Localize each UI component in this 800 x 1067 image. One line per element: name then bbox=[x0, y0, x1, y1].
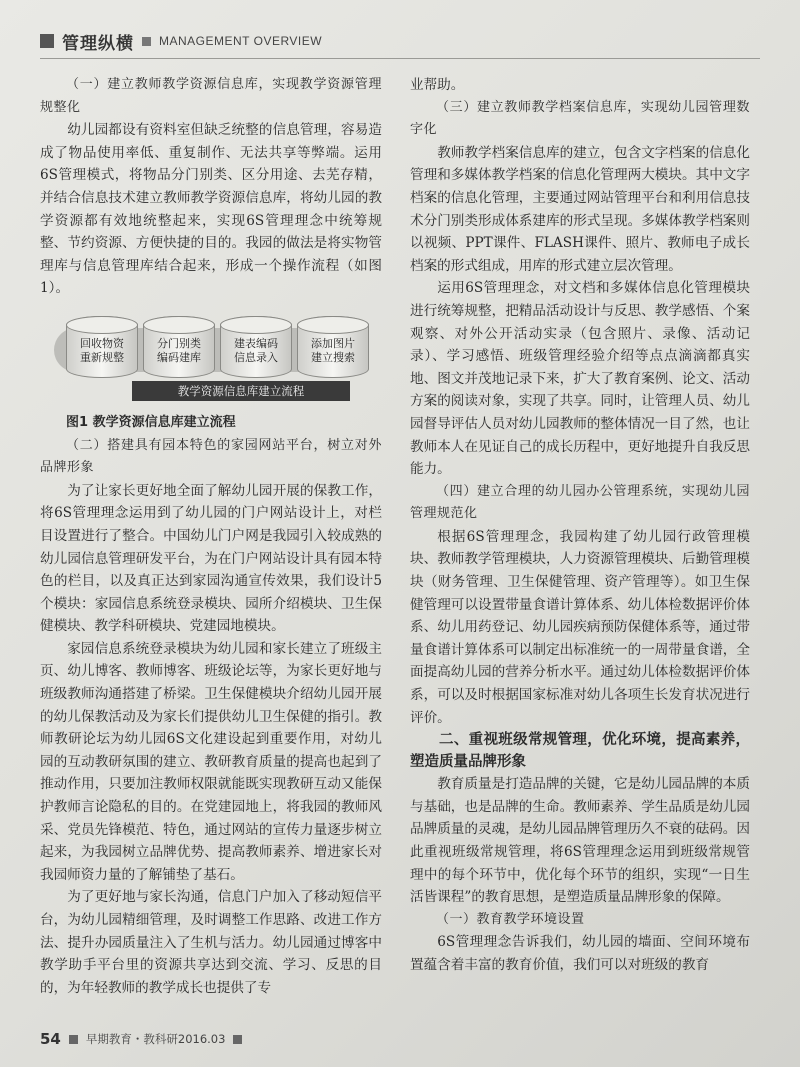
flow-step-cylinder bbox=[220, 316, 292, 378]
section-subtitle: MANAGEMENT OVERVIEW bbox=[159, 34, 323, 48]
paragraph: 家园信息系统登录模块为幼儿园和家长建立了班级主页、幼儿博客、教师博客、班级论坛等，为家长更好地与班级教师沟通搭建了桥梁。卫生保健模块介绍幼儿园开展的幼儿保教活动及为家长们提供幼儿卫生保健的指引。教师教研论坛为幼儿园6S文化建设起到重要作用，对幼儿园的互动教研氛围的建立、教研教育质量的提高也起到了推动作用，只要加注教师权限就能既实现教研互动又能保护教师言论隐私的目的。在党建园地上，将我园的教师风采、党员先锋模范、特色，通过网站的宣传力量逐步树立起来，为我园树立品牌优势、提高教师素养、增进家长对我园师资力量的了解铺垫了基石。 bbox=[40, 640, 382, 883]
flowchart-title-bar: 教学资源信息库建立流程 bbox=[132, 381, 350, 401]
flow-step-cylinder bbox=[143, 316, 215, 378]
header-square-icon bbox=[142, 37, 151, 46]
journal-name: 早期教育・教科研2016.03 bbox=[85, 1032, 226, 1046]
paragraph-continued: 业帮助。 bbox=[410, 77, 465, 93]
page-header bbox=[40, 28, 322, 54]
header-divider bbox=[40, 58, 760, 59]
paragraph: 幼儿园都设有资料室但缺乏统整的信息管理，容易造成了物品使用率低、重复制作、无法共享等弊端。运用6S管理模式，将物品分门别类、区分用途、去芜存精，并结合信息技术建立教师教学资源信息库，将幼儿园的教学资源都有效地统整起来，实现6S管理理念中统筹规整、节约资源、方便快捷的目的。我园的做法是将实物管理库与信息管理库结合起来，形成一个操作流程（如图1）。 bbox=[40, 122, 382, 297]
left-column bbox=[40, 74, 382, 999]
paragraph: 教育质量是打造品牌的关键，它是幼儿园品牌的本质与基础，也是品牌的生命。教师素养、学生品质是幼儿园品牌质量的灵魂，是幼儿园品牌管理历久不衰的砝码。因此重视班级常规管理，将6S管理理念运用到班级常规管理中的每个环节中，优化每个环节的组织，实现“一日生活皆课程”的教育思想，是塑造质量品牌形象的保障。 bbox=[410, 776, 750, 906]
flow-step-label: 分门别类 编码建库 bbox=[157, 336, 201, 364]
footer-square-icon bbox=[69, 1035, 78, 1044]
page-number: 54 bbox=[40, 1030, 61, 1048]
flow-step-label: 回收物资 重新规整 bbox=[80, 336, 124, 364]
flow-step-cylinder bbox=[297, 316, 369, 378]
subheading-1: （一）建立教师教学资源信息库，实现教学资源管理规整化 bbox=[40, 77, 382, 115]
subheading-5: （一）教育教学环境设置 bbox=[436, 911, 585, 927]
figure-caption: 图1 教学资源信息库建立流程 bbox=[66, 414, 236, 430]
subheading-2: （二）搭建具有园本特色的家园网站平台，树立对外品牌形象 bbox=[40, 437, 382, 476]
flow-step-label: 添加图片 建立搜索 bbox=[311, 336, 355, 364]
subheading-4: （四）建立合理的幼儿园办公管理系统，实现幼儿园管理规范化 bbox=[410, 483, 750, 522]
flow-step-cylinder bbox=[66, 316, 138, 378]
flow-step-label: 建表编码 信息录入 bbox=[234, 336, 278, 364]
paragraph: 教师教学档案信息库的建立，包含文字档案的信息化管理和多媒体教学档案的信息化管理两大模块。其中文字档案的信息化管理，主要通过网站管理平台和利用信息技术分门别类形成体系建库的形式呈现。多媒体教学档案则以视频、PPT课件、FLASH课件、照片、教师电子成长档案的形式组成，用库的形式建立层次管理。 bbox=[410, 144, 750, 274]
paragraph: 6S管理理念告诉我们，幼儿园的墙面、空间环境布置蕴含着丰富的教育价值，我们可以对班级的教育 bbox=[410, 934, 750, 973]
page-footer bbox=[40, 1030, 242, 1048]
paragraph: 为了让家长更好地全面了解幼儿园开展的保教工作，将6S管理理念运用到了幼儿园的门户网站设计上，对栏目设置进行了整合。中国幼儿门户网是我园引入较成熟的幼儿园信息管理研发平台，为在门户网站设计具有园本特色的栏目，以及真正达到家园沟通宣传效果，我们设计5个模块：家园信息系统登录模块、园所介绍模块、卫生保健模块、教学科研模块、党建园地模块。 bbox=[40, 482, 382, 635]
right-column bbox=[410, 74, 750, 977]
section-heading-2: 二、重视班级常规管理，优化环境，提高素养，塑造质量品牌形象 bbox=[410, 732, 750, 771]
footer-square-icon bbox=[233, 1035, 242, 1044]
section-title: 管理纵横 bbox=[62, 33, 134, 54]
paragraph: 根据6S管理理念，我园构建了幼儿园行政管理模块、教师教学管理模块，人力资源管理模块、后勤管理模块（财务管理、卫生保健管理、资产管理等）。如卫生保健管理可以设置带量食谱计算体系、幼儿体检数据评价体系、幼儿用药登记、幼儿园疾病预防保健体系等，通过带量食谱计算体系可以制定出标准统一的一周带量食谱，全面提高幼儿园的营养分析水平。通过幼儿体检数据评价体系，可以及时根据国家标准对幼儿各项生长发育状况进行评价。 bbox=[410, 528, 750, 726]
paragraph: 运用6S管理理念，对文档和多媒体信息化管理模块进行统筹规整，把精品活动设计与反思、教学感悟、个案观察、对外公开活动实录（包含照片、录像、活动记录）、学习感悟、班级管理经验介绍等点点滴滴都真实地、图文并茂地记录下来，扩大了教育案例、论文、活动方案的阅读对象，实现了共享。同时，让管理人员、幼儿园督导评估人员对幼儿园教师的整体情况一目了然，也让教师本人在见证自己的成长历程中，更好地提升自我反思能力。 bbox=[410, 280, 750, 478]
subheading-3: （三）建立教师教学档案信息库，实现幼儿园管理数字化 bbox=[410, 99, 750, 138]
paragraph: 为了更好地与家长沟通，信息门户加入了移动短信平台，为幼儿园精细管理，及时调整工作思路、改进工作方法、提升办园质量注入了生机与活力。幼儿园通过博客中教学助手平台里的资源共享达到交流、学习、反思的目的，为年轻教师的教学成长也提供了专 bbox=[40, 889, 382, 996]
header-square-icon bbox=[40, 34, 54, 48]
figure-flowchart bbox=[40, 316, 382, 408]
